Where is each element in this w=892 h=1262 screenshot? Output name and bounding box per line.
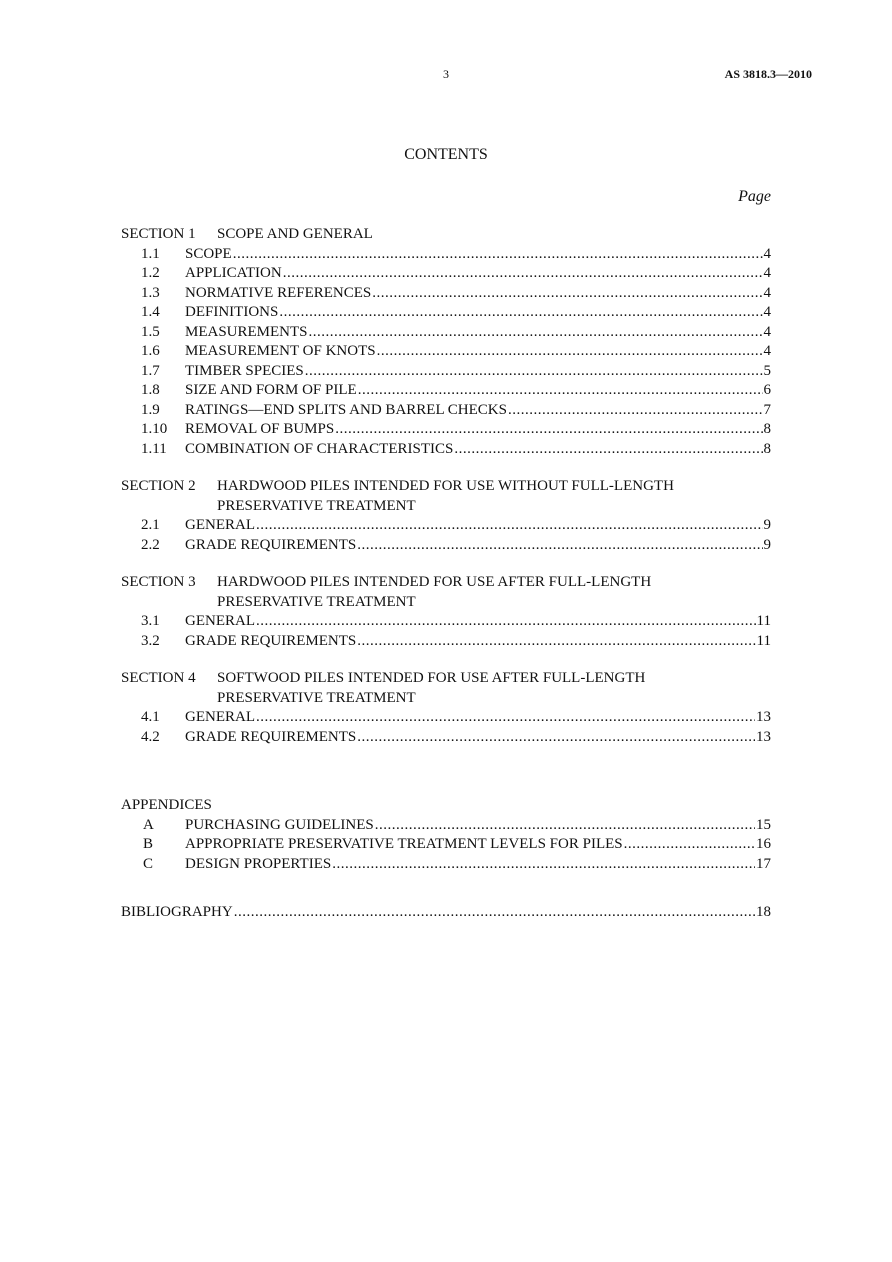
entry-number: 1.5	[141, 323, 160, 340]
entry-label: PURCHASING GUIDELINES	[185, 816, 374, 833]
entry-number: C	[143, 855, 154, 872]
entry-page: 17	[756, 855, 771, 872]
toc-entry[interactable]	[121, 381, 771, 401]
leader-dots	[332, 855, 755, 875]
entry-page: 5	[763, 362, 771, 379]
entry-number: A	[143, 816, 154, 833]
toc-entry[interactable]	[121, 323, 771, 343]
leader-dots	[305, 362, 763, 382]
entry-number: 3.2	[141, 632, 160, 649]
leader-dots	[358, 381, 763, 401]
entry-label: DEFINITIONS	[185, 304, 279, 320]
toc-entry[interactable]	[121, 303, 771, 323]
section-title-continued: PRESERVATIVE TREATMENT	[217, 689, 416, 706]
toc-bibliography	[121, 903, 771, 923]
section-number: SECTION 1	[121, 226, 196, 242]
entry-number: 1.4	[141, 304, 160, 320]
entry-number: 1.7	[141, 362, 160, 379]
section-number: SECTION 2	[121, 478, 196, 494]
section-title-continued: PRESERVATIVE TREATMENT	[217, 497, 416, 514]
leader-dots	[372, 284, 762, 304]
toc-section-3	[121, 573, 771, 651]
entry-label: COMBINATION OF CHARACTERISTICS	[185, 440, 454, 457]
entry-label: APPROPRIATE PRESERVATIVE TREATMENT LEVELS FOR PILES	[185, 836, 623, 852]
toc-entry[interactable]	[121, 835, 771, 855]
entry-label: APPLICATION	[185, 265, 282, 281]
entry-label: BIBLIOGRAPHY	[121, 904, 233, 920]
entry-label: DESIGN PROPERTIES	[185, 855, 332, 872]
leader-dots	[624, 835, 755, 855]
toc-entry[interactable]	[121, 401, 771, 421]
leader-dots	[335, 420, 762, 440]
entry-number: 4.2	[141, 728, 160, 745]
toc-entry[interactable]	[121, 245, 771, 265]
entry-label: MEASUREMENTS	[185, 323, 308, 340]
toc-entry[interactable]	[121, 342, 771, 362]
toc-entry[interactable]	[121, 420, 771, 440]
entry-page: 4	[763, 304, 771, 320]
section-number: SECTION 3	[121, 574, 196, 590]
leader-dots	[375, 816, 755, 836]
entry-label: MEASUREMENT OF KNOTS	[185, 343, 376, 359]
toc-section-1	[121, 225, 771, 459]
toc-appendices	[121, 796, 771, 874]
toc-entry[interactable]	[121, 362, 771, 382]
leader-dots	[357, 536, 762, 556]
entry-page: 4	[763, 323, 771, 340]
section-heading	[121, 225, 771, 245]
toc-entry[interactable]	[121, 903, 771, 923]
section-title: SOFTWOOD PILES INTENDED FOR USE AFTER FULL-LENGTH	[217, 670, 646, 686]
entry-label: GENERAL	[185, 517, 255, 533]
page-title: CONTENTS	[404, 146, 488, 163]
leader-dots	[454, 440, 762, 460]
leader-dots	[233, 245, 763, 265]
entry-page: 18	[756, 904, 771, 920]
entry-label: SIZE AND FORM OF PILE	[185, 382, 357, 398]
toc-entry[interactable]	[121, 264, 771, 284]
entry-label: GRADE REQUIREMENTS	[185, 728, 357, 745]
leader-dots	[357, 728, 755, 748]
entry-page: 4	[763, 284, 771, 301]
toc-entry[interactable]	[121, 728, 771, 748]
section-heading	[121, 477, 771, 497]
entry-page: 4	[763, 245, 771, 262]
entry-page: 4	[763, 343, 771, 359]
entry-number: 1.2	[141, 265, 160, 281]
entry-label: NORMATIVE REFERENCES	[185, 284, 372, 301]
entry-page: 13	[756, 728, 771, 745]
entry-page: 4	[763, 265, 771, 281]
toc-entry[interactable]	[121, 632, 771, 652]
document-id: AS 3818.3—2010	[724, 67, 812, 81]
appendices-heading	[121, 796, 771, 816]
entry-number: 1.3	[141, 284, 160, 301]
page-number: 3	[443, 67, 449, 81]
entry-number: 2.2	[141, 536, 160, 553]
entry-label: REMOVAL OF BUMPS	[185, 421, 335, 437]
toc-entry[interactable]	[121, 612, 771, 632]
entry-page: 9	[763, 536, 771, 553]
section-number: SECTION 4	[121, 670, 196, 686]
entry-label: SCOPE	[185, 245, 232, 262]
entry-number: 1.10	[141, 421, 168, 437]
toc-entry[interactable]	[121, 440, 771, 460]
leader-dots	[357, 632, 755, 652]
entry-page: 16	[756, 836, 771, 852]
entry-page: 7	[763, 401, 771, 418]
entry-page: 8	[763, 421, 771, 437]
leader-dots	[256, 516, 763, 536]
entry-label: GENERAL	[185, 709, 255, 725]
section-title-continued: PRESERVATIVE TREATMENT	[217, 593, 416, 610]
leader-dots	[508, 401, 763, 421]
section-title: HARDWOOD PILES INTENDED FOR USE WITHOUT FULL-LENGTH	[217, 478, 674, 494]
section-title: HARDWOOD PILES INTENDED FOR USE AFTER FULL-LENGTH	[217, 574, 652, 590]
entry-page: 9	[763, 517, 771, 533]
appendices-title: APPENDICES	[121, 797, 212, 813]
leader-dots	[234, 903, 755, 923]
entry-label: GENERAL	[185, 613, 255, 629]
entry-number: 4.1	[141, 709, 160, 725]
entry-label: TIMBER SPECIES	[185, 362, 304, 379]
page-column-label: Page	[738, 188, 771, 205]
leader-dots	[283, 264, 763, 284]
leader-dots	[256, 612, 756, 632]
toc-entry[interactable]	[121, 284, 771, 304]
section-title: SCOPE AND GENERAL	[217, 226, 373, 242]
entry-label: RATINGS—END SPLITS AND BARREL CHECKS	[185, 401, 507, 418]
section-heading	[121, 573, 771, 593]
entry-page: 15	[756, 816, 771, 833]
entry-page: 11	[756, 632, 771, 649]
entry-number: 1.8	[141, 382, 160, 398]
leader-dots	[377, 342, 763, 362]
entry-label: GRADE REQUIREMENTS	[185, 536, 357, 553]
entry-number: 1.9	[141, 401, 160, 418]
toc-entry[interactable]	[121, 816, 771, 836]
entry-number: 1.6	[141, 343, 160, 359]
entry-number: 1.1	[141, 245, 160, 262]
leader-dots	[279, 303, 762, 323]
entry-page: 13	[756, 709, 771, 725]
toc-entry[interactable]	[121, 855, 771, 875]
entry-number: 2.1	[141, 517, 160, 533]
entry-number: 3.1	[141, 613, 160, 629]
toc-entry[interactable]	[121, 708, 771, 728]
entry-number: 1.11	[141, 440, 167, 457]
entry-page: 8	[763, 440, 771, 457]
toc-section-4	[121, 669, 771, 747]
entry-page: 11	[756, 613, 771, 629]
toc-section-2	[121, 477, 771, 555]
entry-number: B	[143, 836, 154, 852]
entry-page: 6	[763, 382, 771, 398]
section-heading	[121, 669, 771, 689]
toc-entry[interactable]	[121, 516, 771, 536]
entry-label: GRADE REQUIREMENTS	[185, 632, 357, 649]
leader-dots	[309, 323, 763, 343]
toc-entry[interactable]	[121, 536, 771, 556]
leader-dots	[256, 708, 755, 728]
